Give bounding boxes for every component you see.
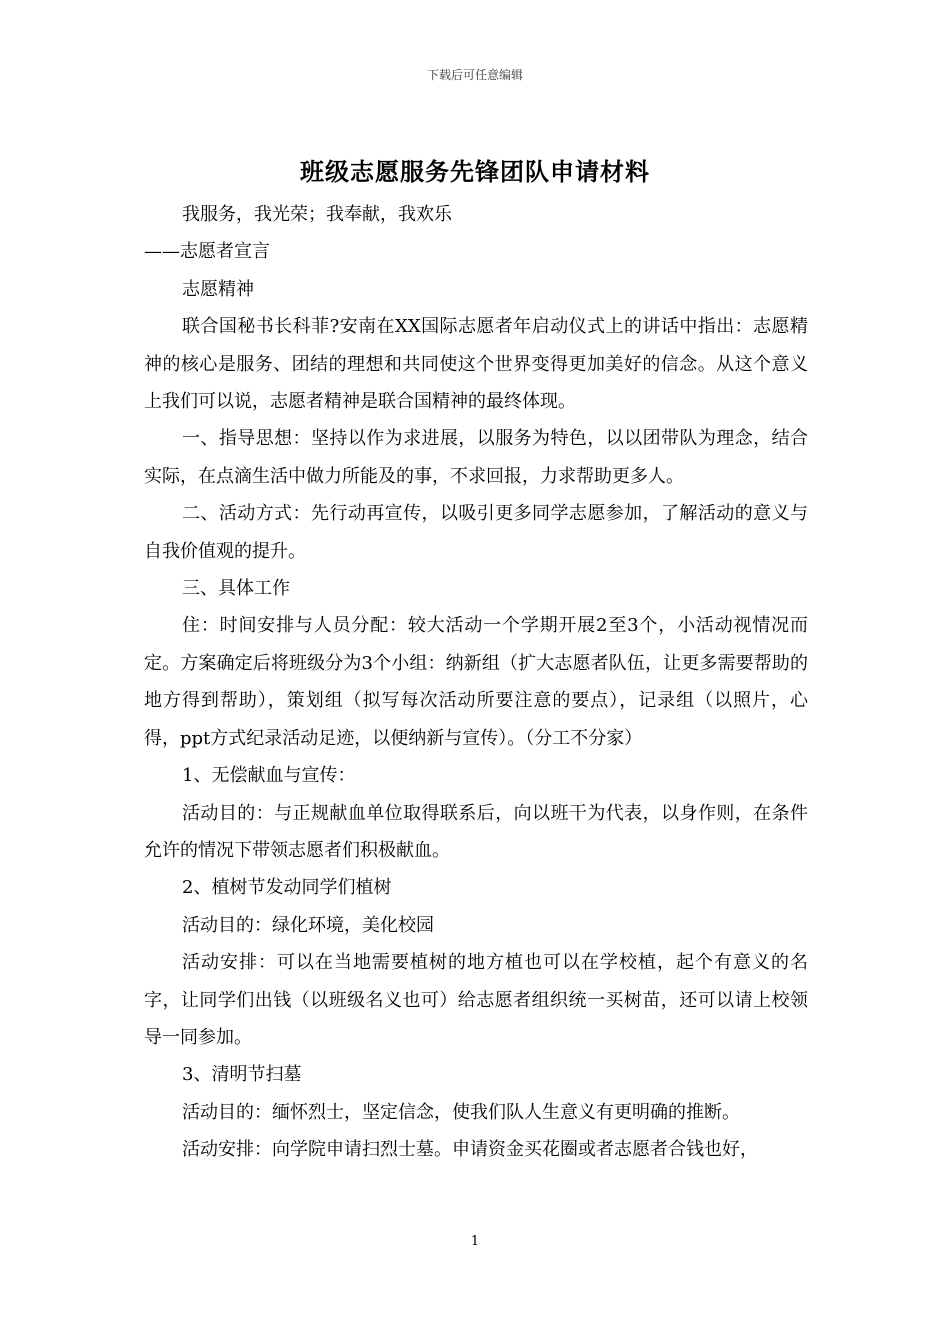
body-paragraph: 活动目的：与正规献血单位取得联系后，向以班干为代表，以身作则，在条件允许的情况下带领志愿者们积极献血。 (144, 802, 808, 861)
body-paragraph: 住：时间安排与人员分配：较大活动一个学期开展2至3个，小活动视情况而定。方案确定后将班级分为3个小组：纳新组（扩大志愿者队伍，让更多需要帮助的地方得到帮助），策划组（拟写每次活动所要注意的要点），记录组（以照片，心得，ppt方式纪录活动足迹，以便纳新与宣传）。（分工不分家） (144, 615, 808, 749)
page-number: 1 (470, 1234, 480, 1249)
body-paragraph: 活动目的：绿化环境，美化校园 (182, 914, 434, 936)
slogan-paragraph: 我服务，我光荣；我奉献，我欢乐 (182, 204, 452, 225)
document-body (144, 196, 808, 1169)
document-title: 班级志愿服务先锋团队申请材料 (300, 158, 650, 186)
item-heading-qingming: 3、清明节扫墓 (182, 1064, 302, 1086)
section-heading-specific-work: 三、具体工作 (182, 578, 290, 600)
section-heading-volunteer-spirit: 志愿精神 (182, 278, 254, 300)
body-paragraph: 活动目的：缅怀烈士，坚定信念，使我们队人生意义有更明确的推断。 (182, 1101, 740, 1123)
body-paragraph: 二、活动方式：先行动再宣传，以吸引更多同学志愿参加，了解活动的意义与自我价值观的提升。 (144, 503, 808, 562)
body-paragraph: 活动安排：向学院申请扫烈士墓。申请资金买花圈或者志愿者合钱也好， (182, 1139, 758, 1161)
slogan-source-paragraph: ——志愿者宣言 (144, 241, 270, 263)
item-heading-tree-planting: 2、植树节发动同学们植树 (182, 877, 392, 899)
page-header-note: 下载后可任意编辑 (426, 68, 523, 82)
item-heading-blood-donation: 1、无偿献血与宣传： (182, 765, 356, 787)
body-paragraph: 活动安排：可以在当地需要植树的地方植也可以在学校植，起个有意义的名字，让同学们出钱（以班级名义也可）给志愿者组织统一买树苗，还可以请上校领导一同参加。 (144, 952, 808, 1048)
body-paragraph: 一、指导思想：坚持以作为求进展，以服务为特色，以以团带队为理念，结合实际，在点滴生活中做力所能及的事，不求回报，力求帮助更多人。 (144, 428, 808, 487)
body-paragraph: 联合国秘书长科菲?安南在XX国际志愿者年启动仪式上的讲话中指出：志愿精神的核心是服务、团结的理想和共同使这个世界变得更加美好的信念。从这个意义上我们可以说，志愿者精神是联合国精神的最终体现。 (144, 316, 808, 413)
